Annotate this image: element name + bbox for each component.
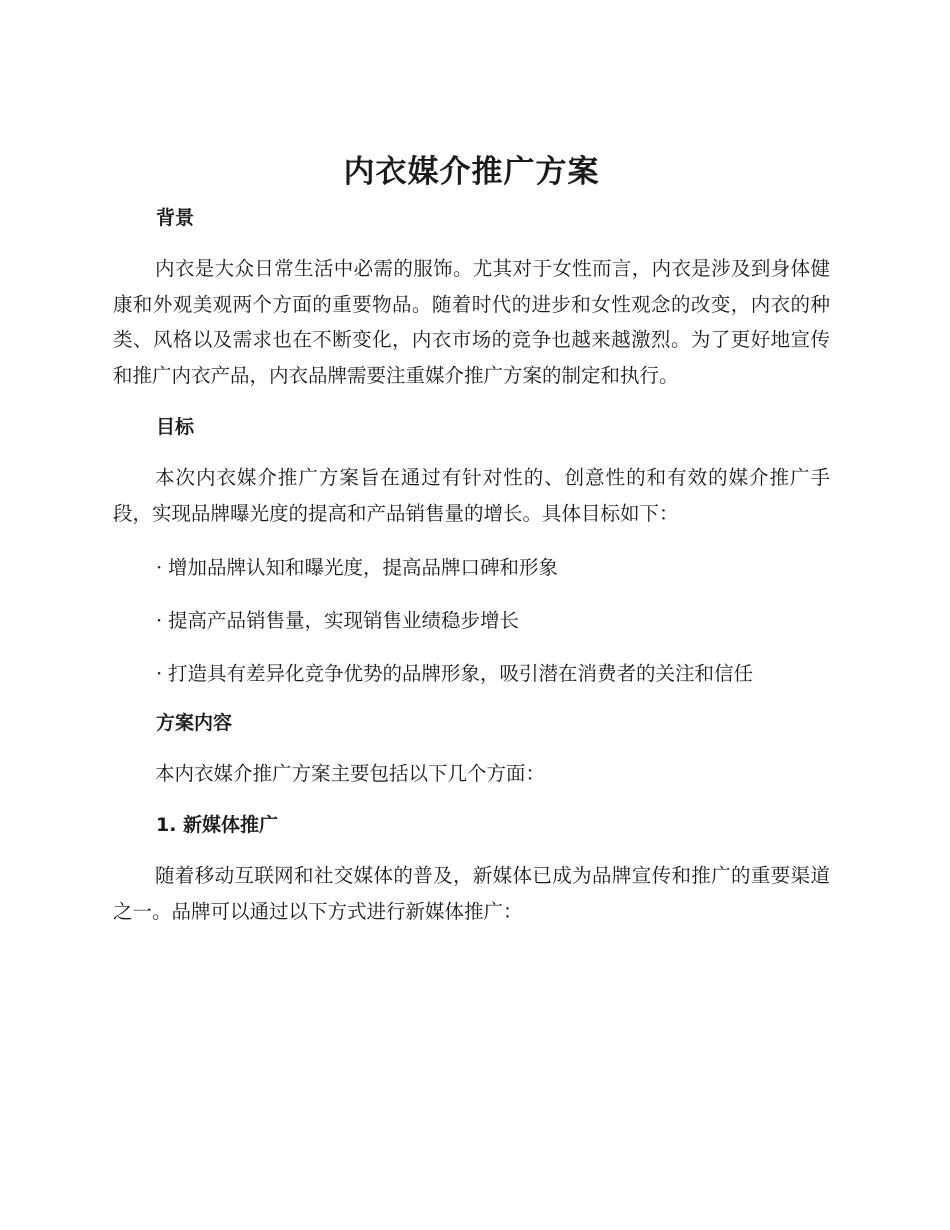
goal-bullet-text: 打造具有差异化竞争优势的品牌形象，吸引潜在消费者的关注和信任 bbox=[168, 661, 754, 685]
spacer bbox=[113, 740, 830, 756]
goal-bullet-item bbox=[113, 603, 830, 638]
document-title: 内衣媒介推广方案 bbox=[343, 154, 600, 190]
spacer bbox=[113, 532, 830, 550]
spacer bbox=[113, 691, 830, 707]
goal-bullet-text: 增加品牌认知和曝光度，提高品牌口碑和形象 bbox=[168, 555, 559, 579]
spacer bbox=[113, 638, 830, 656]
new-media-paragraph: 随着移动互联网和社交媒体的普及，新媒体已成为品牌宣传和推广的重要渠道之一。品牌可以通过以下方式进行新媒体推广： bbox=[113, 864, 830, 923]
bullet-marker: · bbox=[156, 555, 163, 579]
spacer bbox=[113, 235, 830, 251]
goal-bullet-text: 提高产品销售量，实现销售业绩稳步增长 bbox=[168, 608, 520, 632]
section-heading-plan: 方案内容 bbox=[156, 711, 233, 734]
goal-bullet-item bbox=[113, 550, 830, 585]
bullet-marker: · bbox=[156, 608, 163, 632]
spacer bbox=[113, 444, 830, 460]
section-heading-new-media: 1. 新媒体推广 bbox=[156, 814, 279, 837]
spacer bbox=[113, 791, 830, 809]
section-heading-goals: 目标 bbox=[156, 416, 195, 439]
goal-bullet-item bbox=[113, 656, 830, 691]
background-paragraph: 内衣是大众日常生活中必需的服饰。尤其对于女性而言，内衣是涉及到身体健康和外观美观两个方面的重要物品。随着时代的进步和女性观念的改变，内衣的种类、风格以及需求也在不断变化，内衣市场的竞争也越来越激烈。为了更好地宣传和推广内衣产品，内衣品牌需要注重媒介推广方案的制定和执行。 bbox=[113, 257, 830, 387]
bullet-marker: · bbox=[156, 661, 163, 685]
spacer bbox=[113, 585, 830, 603]
spacer bbox=[113, 393, 830, 411]
spacer bbox=[113, 842, 830, 858]
plan-paragraph: 本内衣媒介推广方案主要包括以下几个方面： bbox=[155, 761, 546, 785]
goals-paragraph: 本次内衣媒介推广方案旨在通过有针对性的、创意性的和有效的媒介推广手段，实现品牌曝光度的提高和产品销售量的增长。具体目标如下： bbox=[113, 466, 830, 525]
section-heading-background: 背景 bbox=[156, 207, 195, 229]
document-page bbox=[113, 150, 830, 929]
